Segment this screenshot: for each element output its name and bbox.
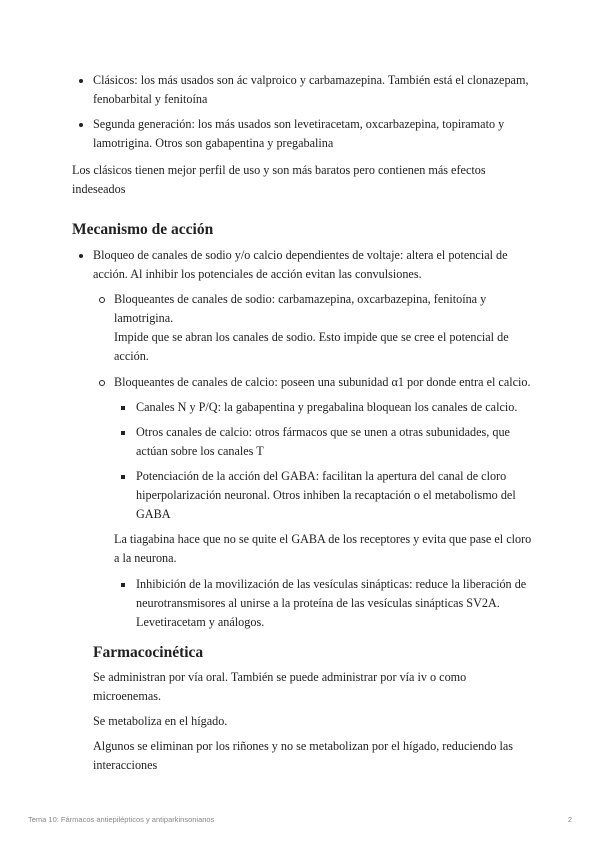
mecanismo-list <box>72 246 534 632</box>
sodio-title: Bloqueantes de canales de sodio: carbamazepina, oxcarbazepina, fenitoína y lamotrigina. <box>114 292 487 325</box>
calcio-sublist <box>114 398 534 524</box>
mecanismo-sublist <box>93 290 534 632</box>
section-heading-farmacocinetica: Farmacocinética <box>93 644 204 661</box>
intro-list <box>72 71 534 153</box>
paragraph: Se administran por vía oral. También se puede administrar por vía iv o como microenemas. <box>93 670 467 703</box>
list-item: Otros canales de calcio: otros fármacos que se unen a otras subunidades, que actúan sobre los canales T <box>114 423 534 461</box>
list-item-text: Bloqueo de canales de sodio y/o calcio dependientes de voltaje: altera el potencial de acción. Al inhibir los potenciales de acción evitan las convulsiones. <box>93 248 508 281</box>
intro-paragraph: Los clásicos tienen mejor perfil de uso y son más baratos pero contienen más efectos indeseados <box>72 163 486 196</box>
tiagabina-paragraph: La tiagabina hace que no se quite el GABA de los receptores y evita que pase el cloro a la neurona. <box>114 532 532 565</box>
sodio-detail: Impide que se abran los canales de sodio. Esto impide que se cree el potencial de acción. <box>114 330 509 363</box>
list-item: Potenciación de la acción del GABA: facilitan la apertura del canal de cloro hiperpolarización neuronal. Otros inhiben la recaptación o el metabolismo del GABA <box>114 467 534 524</box>
list-item: Inhibición de la movilización de las vesículas sinápticas: reduce la liberación de neurotransmisores al unirse a la proteína de las vesículas sinápticas SV2A. Levetiracetam y análogos. <box>114 575 534 632</box>
section-heading-mecanismo: Mecanismo de acción <box>72 221 214 238</box>
paragraph: Se metaboliza en el hígado. <box>93 714 228 728</box>
calcio-title: Bloqueantes de canales de calcio: poseen una subunidad α1 por donde entra el calcio. <box>114 375 531 389</box>
footer-title: Tema 10: Fármacos antiepilépticos y antiparkinsonianos <box>28 815 215 824</box>
document-body <box>72 71 534 781</box>
vesiculas-sublist <box>114 575 534 632</box>
list-item <box>93 290 534 366</box>
list-item: Canales N y P/Q: la gabapentina y pregabalina bloquean los canales de calcio. <box>114 398 534 417</box>
list-item: Segunda generación: los más usados son levetiracetam, oxcarbazepina, topiramato y lamotrigina. Otros son gabapentina y pregabalina <box>72 115 534 153</box>
page-number: 2 <box>567 815 572 824</box>
list-item <box>93 373 534 632</box>
paragraph: Algunos se eliminan por los riñones y no se metabolizan por el hígado, reduciendo las interacciones <box>93 739 514 772</box>
list-item <box>72 246 534 632</box>
farmacocinetica-section <box>72 642 534 775</box>
page-footer <box>28 810 572 829</box>
list-item: Clásicos: los más usados son ác valproico y carbamazepina. También está el clonazepam, fenobarbital y fenitoína <box>72 71 534 109</box>
